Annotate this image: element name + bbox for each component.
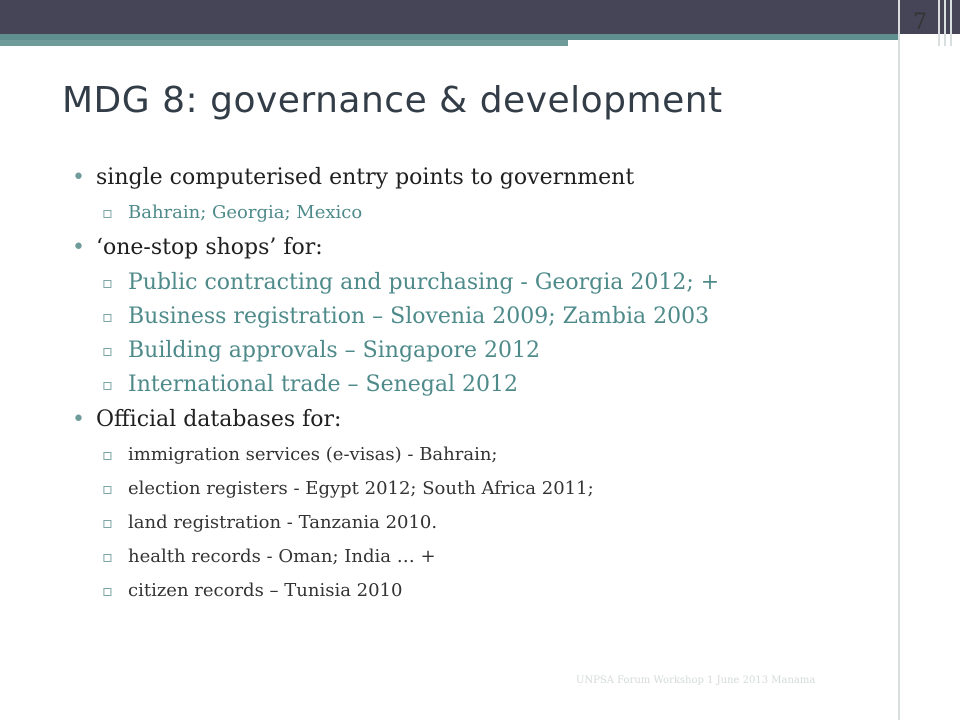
- slide-footer: UNPSA Forum Workshop 1 June 2013 Manama: [576, 675, 816, 686]
- bullet-text: ‘one-stop shops’ for:: [96, 235, 323, 260]
- sub-bullet-item: [72, 438, 892, 472]
- bullet-icon: •: [72, 407, 85, 432]
- sub-bullet-item: [72, 266, 892, 300]
- sub-bullet-icon: ▫: [102, 203, 113, 222]
- bullet-text: Official databases for:: [96, 407, 342, 432]
- sub-bullet-icon: ▫: [102, 479, 113, 498]
- sub-bullet-text: International trade – Senegal 2012: [128, 372, 519, 397]
- vertical-rule: [944, 0, 946, 46]
- sub-bullet-text: immigration services (e-visas) - Bahrain;: [128, 444, 498, 465]
- vertical-rule: [898, 0, 900, 720]
- sub-bullet-icon: ▫: [102, 547, 113, 566]
- sub-bullet-text: health records - Oman; India … +: [128, 546, 436, 567]
- sub-bullet-icon: ▫: [102, 445, 113, 464]
- sub-bullet-text: land registration - Tanzania 2010.: [128, 512, 438, 533]
- sub-bullet-text: Bahrain; Georgia; Mexico: [128, 202, 363, 223]
- sub-bullet-item: [72, 196, 892, 230]
- sub-bullet-item: [72, 472, 892, 506]
- vertical-rule: [950, 0, 952, 46]
- bullet-icon: •: [72, 165, 85, 190]
- slide-number: 7: [913, 10, 927, 35]
- sub-bullet-text: election registers - Egypt 2012; South Africa 2011;: [128, 478, 594, 499]
- sub-bullet-text: Business registration – Slovenia 2009; Zambia 2003: [128, 304, 710, 329]
- bullet-item: [72, 402, 892, 438]
- top-bar: [0, 0, 960, 34]
- sub-bullet-icon: ▫: [102, 581, 113, 600]
- sub-bullet-text: Building approvals – Singapore 2012: [128, 338, 540, 363]
- sub-bullet-icon: ▫: [102, 375, 113, 394]
- sub-bullet-text: citizen records – Tunisia 2010: [128, 580, 403, 601]
- bullet-item: [72, 230, 892, 266]
- sub-bullet-icon: ▫: [102, 513, 113, 532]
- sub-bullet-item: [72, 368, 892, 402]
- sub-bullet-item: [72, 540, 892, 574]
- vertical-rule: [938, 0, 940, 46]
- slide-content: [72, 160, 892, 608]
- sub-bullet-item: [72, 334, 892, 368]
- sub-bullet-icon: ▫: [102, 273, 113, 292]
- sub-bullet-item: [72, 574, 892, 608]
- sub-bullet-item: [72, 506, 892, 540]
- bullet-icon: •: [72, 235, 85, 260]
- bullet-text: single computerised entry points to government: [96, 165, 635, 190]
- slide-title: MDG 8: governance & development: [62, 80, 723, 121]
- sub-bullet-icon: ▫: [102, 307, 113, 326]
- accent-stripe-secondary: [0, 40, 568, 46]
- sub-bullet-text: Public contracting and purchasing - Georgia 2012; +: [128, 270, 720, 295]
- bullet-item: [72, 160, 892, 196]
- sub-bullet-icon: ▫: [102, 341, 113, 360]
- sub-bullet-item: [72, 300, 892, 334]
